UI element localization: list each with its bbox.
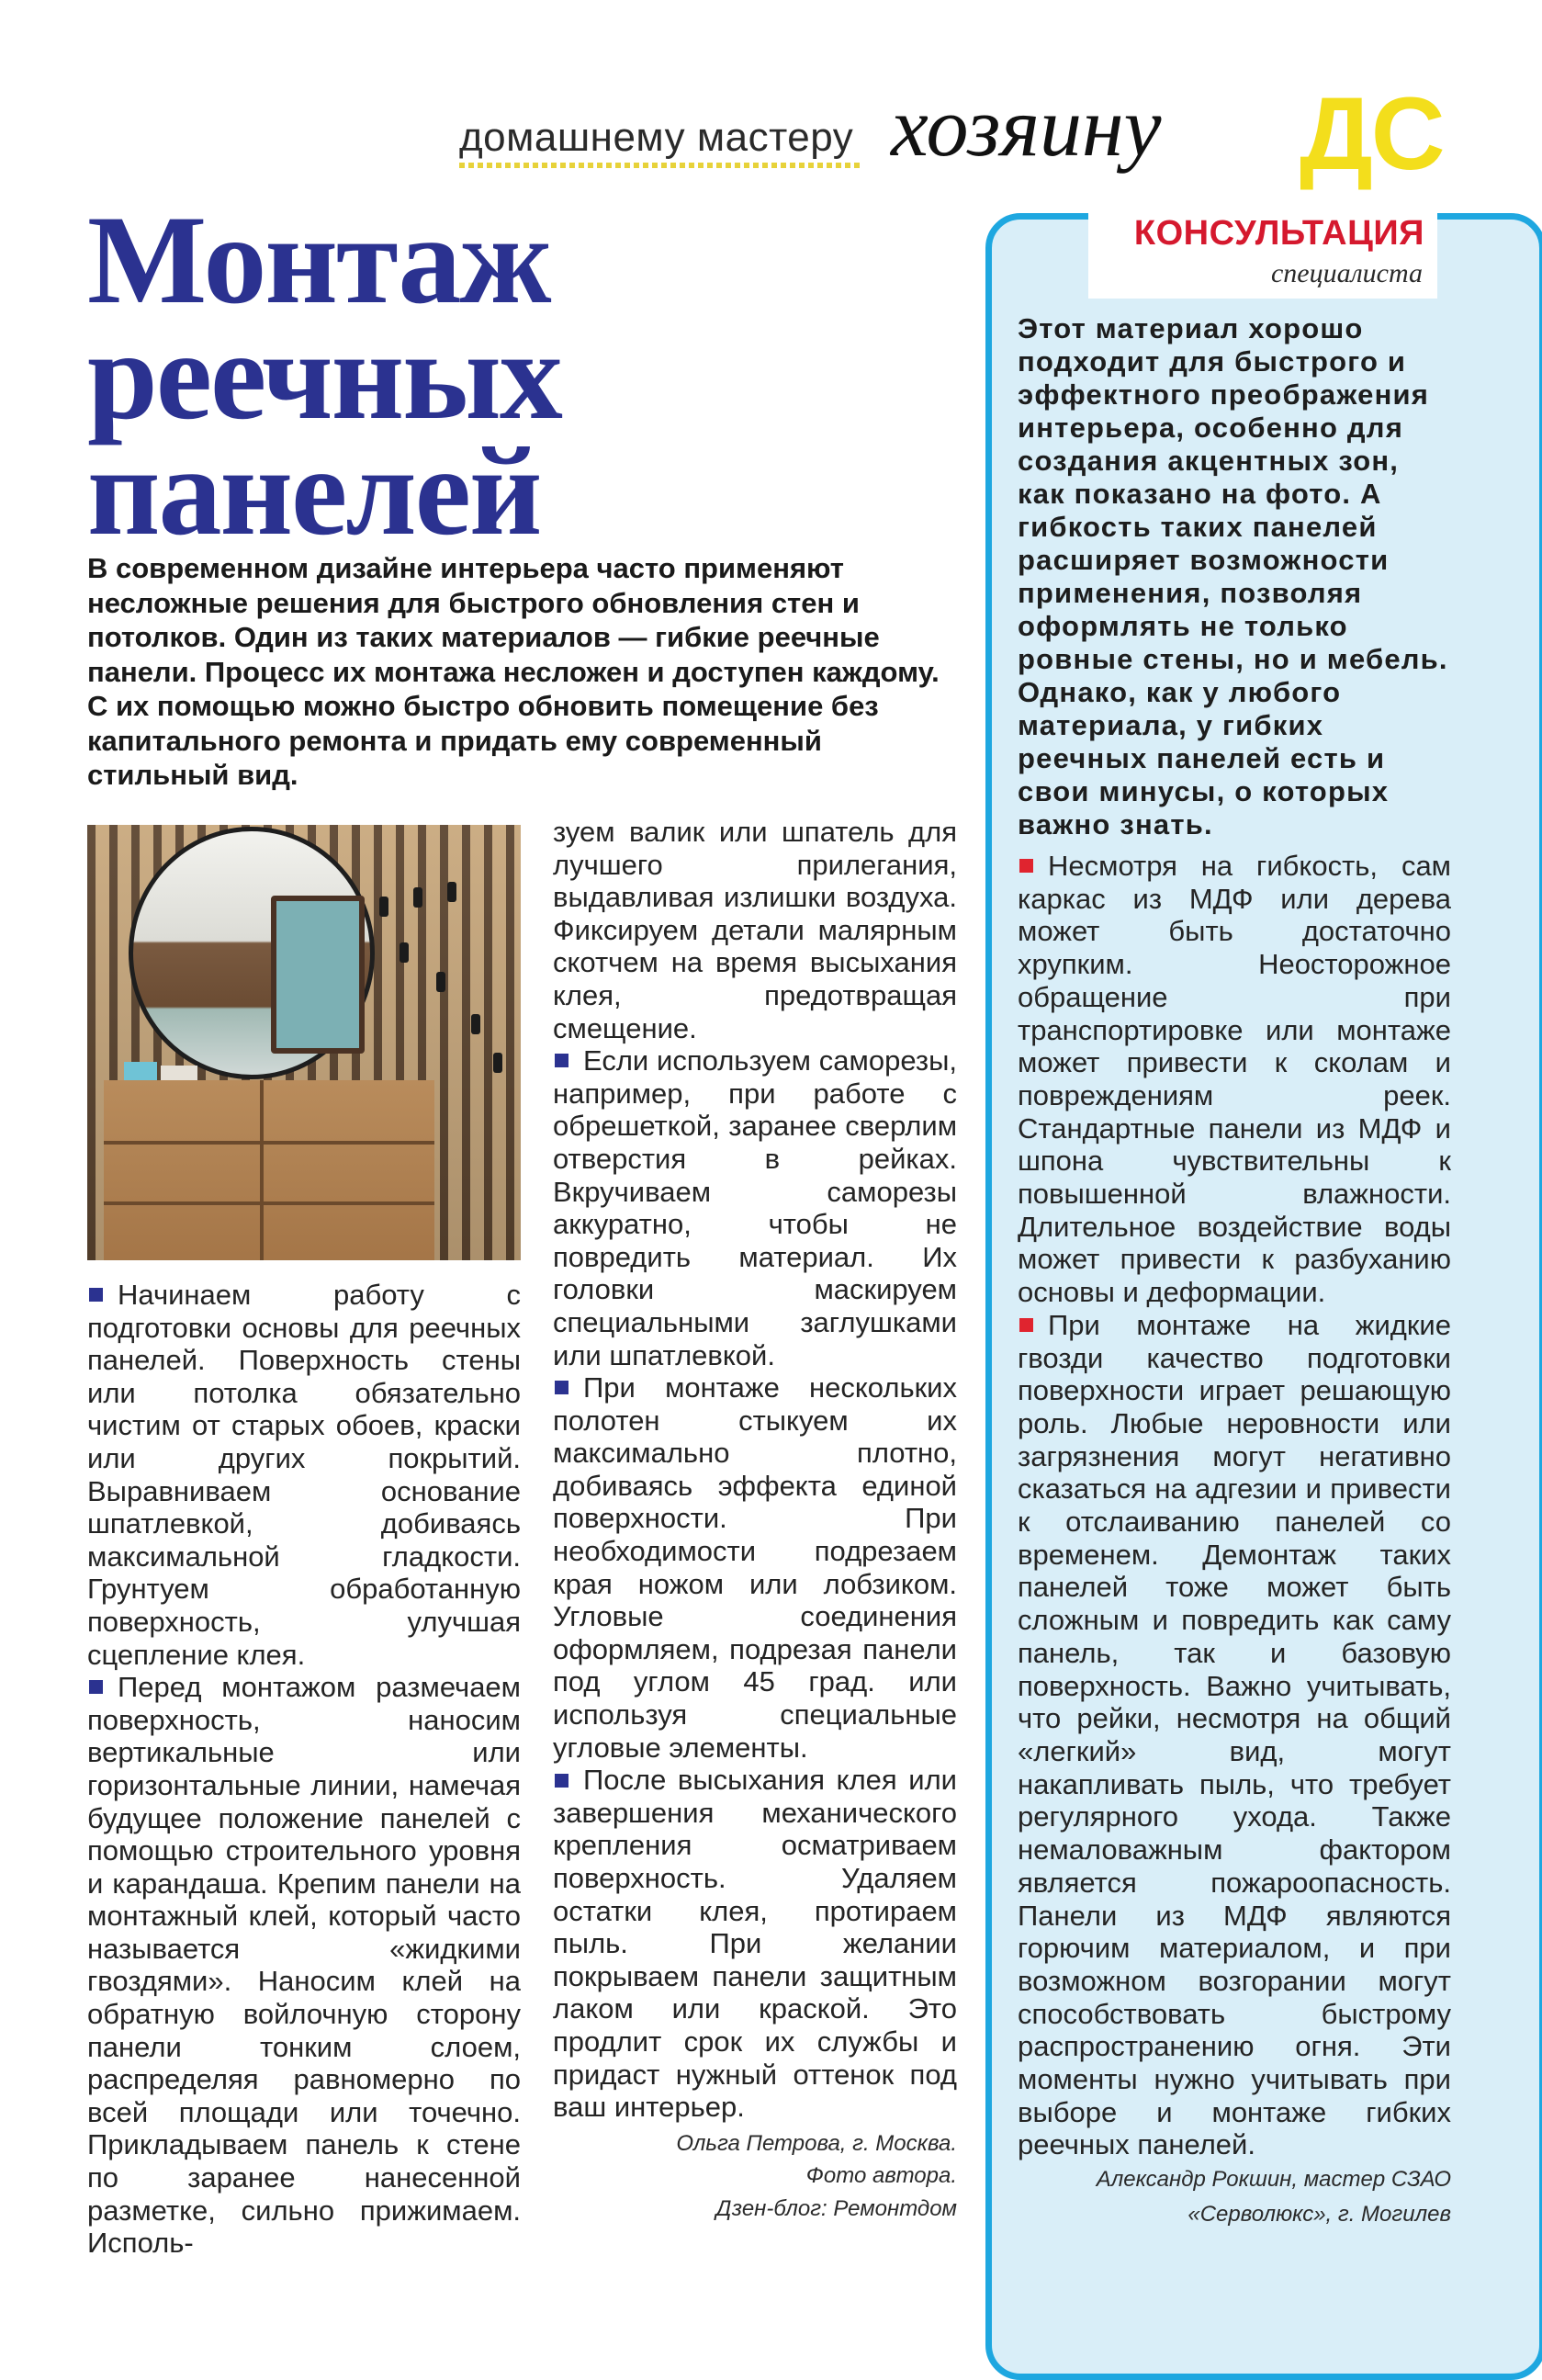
mirror-reflection-door [271,896,365,1054]
section-label: домашнему мастеру [459,115,854,160]
article-photo [87,825,521,1260]
consultation-title: КОНСУЛЬТАЦИЯ [1133,214,1424,253]
paragraph [553,816,957,1044]
masthead [459,76,1506,191]
paragraph-text: При монтаже на жидкие гвозди качество подготовки поверхности играет решающую роль. Любые неровности или загрязнения могут негативно сказаться на адгезии и привести к отслаиванию панелей со временем. Демонтаж таких панелей тоже может быть сложным и повредить как саму панель, так и базовую поверхность. Важно учитывать, что рейки, несмотря на общий «легкий» вид, могут накапливать пыль, что требует регулярного ухода. Также немаловажным фактором является пожароопасность. Панели из МДФ являются горючим материалом, и при возможном возгорании могут способствовать быстрому распространению огня. Эти моменты нужно учитывать при выборе и монтаже гибких реечных панелей. [1018,1308,1451,2161]
paragraph [87,1671,521,2260]
wooden-dresser [104,1080,434,1260]
paragraph [553,1044,957,1371]
round-mirror [129,827,375,1079]
byline-photo-credit: Фото автора. [805,2163,957,2189]
wall-hook [471,1014,480,1034]
square-bullet-icon [1019,859,1033,873]
paragraph-text: зуем валик или шпатель для лучшего прилегания, выдавливая излишки воздуха. Фиксируем детали малярным скотчем на время высыхания клея, предотвращая смещение. [553,816,957,1044]
paragraph [1018,1309,1451,2161]
paragraph-text: Если используем саморезы, например, при работе с обрешеткой, заранее сверлим отверстия в рейках. Вкручиваем саморезы аккуратно, чтобы не повредить материал. Их головки маскируем специальными заглушками или шпатлевкой. [553,1044,957,1371]
sidebar-body [1018,850,1451,2231]
wall-hook [379,897,388,917]
article-column-1 [87,1279,521,2260]
wall-hook [400,942,409,963]
article-column-2 [553,816,957,2226]
square-bullet-icon [89,1288,103,1302]
consultation-header [1088,207,1437,299]
wall-hook [436,972,445,992]
byline-source: Дзен-блог: Ремонтдом [715,2195,957,2221]
square-bullet-icon [89,1680,103,1694]
sidebar-intro: Этот материал хорошо подходит для быстрого и эффектного преображения интерьера, особенно для создания акцентных зон, как показано на фото. А гибкость таких панелей расширяет возможности применения, позволяя оформлять не только ровные стены, но и мебель. Однако, как у любого материала, у гибких реечных панелей есть и свои минусы, о которых важно знать. [1018,312,1448,840]
paragraph-text: Несмотря на гибкость, сам каркас из МДФ или дерева может быть достаточно хрупким. Неосторожное обращение при транспортировке или монтаже может привести к сколам и повреждениям реек. Стандартные панели из МДФ и шпона чувствительны к повышенной влажности. Длительное воздействие воды может привести к разбуханию основы и деформации. [1018,850,1451,1309]
square-bullet-icon [555,1774,568,1788]
paragraph [553,1764,957,2124]
byline-author: Ольга Петрова, г. Москва. [676,2130,957,2156]
square-bullet-icon [555,1381,568,1394]
paragraph-text: После высыхания клея или завершения механического крепления осматриваем поверхность. Удаляем остатки клея, протираем пыль. При желании покрываем панели защитным лаком или краской. Это продлит срок их службы и придаст нужный оттенок под ваш интерьер. [553,1764,957,2124]
paragraph [1018,850,1451,1309]
consultation-subtitle: специалиста [1270,258,1423,288]
wall-hook [413,887,422,908]
article-lead: В современном дизайне интерьера часто применяют несложные решения для быстрого обновления стен и потолков. Один из таких материалов — гибкие реечные панели. Процесс их монтажа несложен и доступен каждому. С их помощью можно быстро обновить помещение без капитального ремонта и придать ему современный стильный вид. [87,552,940,791]
paragraph [553,1371,957,1764]
brand-logo: ДС [1300,76,1444,191]
paragraph-text: При монтаже нескольких полотен стыкуем их максимально плотно, добиваясь эффекта единой поверхности. При необходимости подрезаем края ножом или лобзиком. Угловые соединения оформляем, подрезая панели под углом 45 град. или используя специальные угловые элементы. [553,1371,957,1764]
paragraph-text: Начинаем работу с подготовки основы для реечных панелей. Поверхность стены или потолка обязательно чистим от старых обоев, краски или других покрытий. Выравниваем основание шпатлевкой, добиваясь максимальной гладкости. Грунтуем обработанную поверхность, улучшая сцепление клея. [87,1279,521,1671]
article-headline: Монтаж реечных панелей [87,189,561,561]
paragraph-text: Перед монтажом размечаем поверхность, наносим вертикальные или горизонтальные линии, намечая будущее положение панелей с помощью строительного уровня и карандаша. Крепим панели на монтажный клей, который часто называется «жидкими гвоздями». Наносим клей на обратную войлочную сторону панели тонким слоем, распределяя равномерно по всей площади или точечно. Прикладываем панель к стене по заранее нанесенной разметке, сильно прижимаем. Исполь- [87,1671,521,2260]
wall-hook [447,882,456,902]
square-bullet-icon [555,1054,568,1067]
section-underline [459,163,863,168]
square-bullet-icon [1019,1318,1033,1332]
sidebar-byline-author: Александр Рокшин, мастер СЗАО [1096,2167,1451,2193]
paragraph [87,1279,521,1671]
section-rubric: хозяину [891,80,1162,174]
decor-box [124,1062,157,1082]
wall-hook [493,1053,502,1073]
sidebar-byline-org: «Серволюкс», г. Могилев [1187,2202,1451,2228]
